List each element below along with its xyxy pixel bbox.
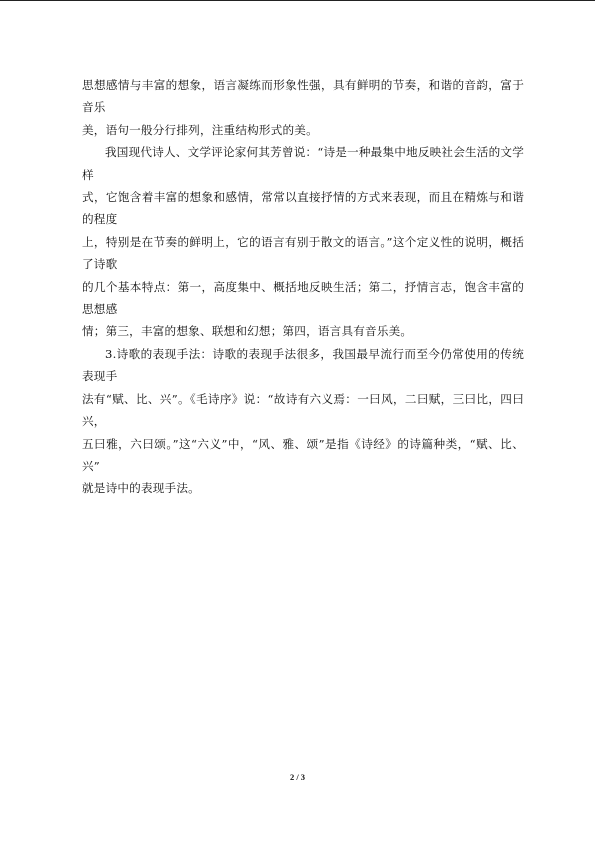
paragraph-1: 思想感情与丰富的想象，语言凝练而形象性强，具有鲜明的节奏，和谐的音韵，富于音乐 美，语句一般分行排列，注重结构形式的美。 — [82, 78, 524, 137]
header-rule — [0, 0, 595, 1]
document-body — [82, 74, 524, 500]
page-number: 2 / 3 — [289, 772, 306, 782]
paragraph-2: 我国现代诗人、文学评论家何其芳曾说：“诗是一种最集中地反映社会生活的文学样 式，它饱含着丰富的想象和感情，常常以直接抒情的方式来表现，而且在精炼与和谐的程度 上，特别是在节奏的鲜明上，它的语言有别于散文的语言。”这个定义性的说明，概括了诗歌 的几个基本特点：第一，高度集中、概括地反映生活；第二，抒情言志，饱含丰富的思想感 情；第三，丰富的想象、联想和幻想；第四，语言具有音乐美。 — [82, 145, 524, 339]
paragraph-3: 3.诗歌的表现手法：诗歌的表现手法很多，我国最早流行而至今仍常使用的传统表现手 法有“赋、比、兴”。《毛诗序》说：“故诗有六义焉：一曰风，二曰赋，三曰比，四曰兴， 五曰雅，六曰颂。”这“六义”中，“风、雅、颂”是指《诗经》的诗篇种类，“赋、比、兴” 就是诗中的表现手法。 — [82, 346, 524, 496]
